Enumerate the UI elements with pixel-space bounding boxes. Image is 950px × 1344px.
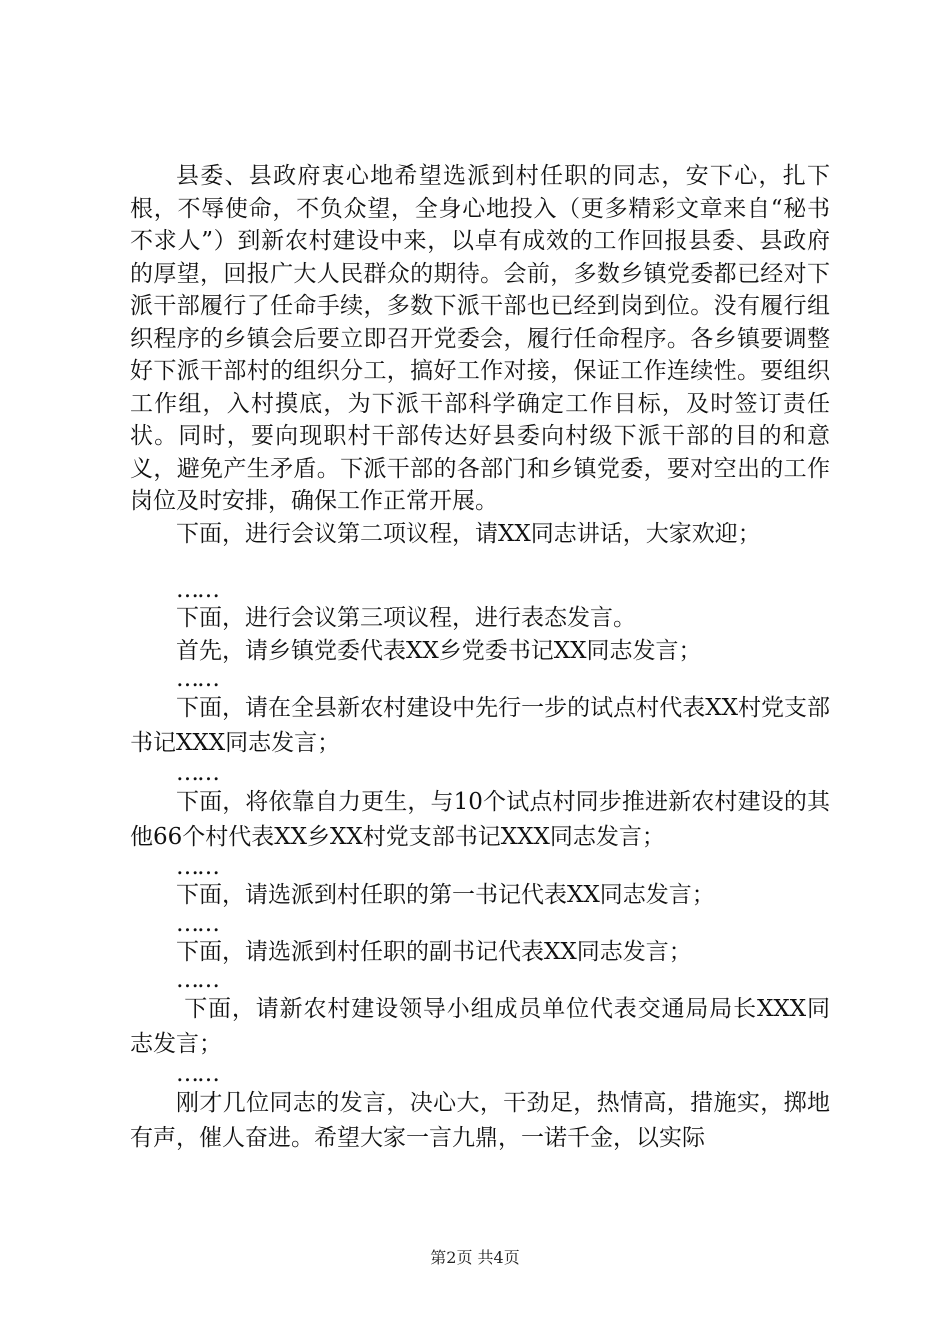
ellipsis: ……: [176, 910, 218, 937]
spacer: [130, 550, 830, 578]
ellipsis: ……: [176, 760, 218, 786]
ellipsis: ……: [176, 666, 218, 692]
paragraph-speaker-other-villages: 下面，将依靠自力更生，与10个试点村同步推进新农村建设的其他66个村代表XX乡XX村党支部书记XXX同志发言；: [130, 789, 830, 850]
paragraph-agenda-three: 下面，进行会议第三项议程，进行表态发言。: [176, 605, 636, 631]
paragraph-speaker-pilot-village: 下面，请在全县新农村建设中先行一步的试点村代表XX村党支部书记XXX同志发言；: [130, 695, 830, 756]
paragraph-speaker-first-secretary: 下面，请选派到村任职的第一书记代表XX同志发言；: [176, 882, 715, 908]
ellipsis: ……: [176, 854, 218, 880]
ellipsis: ……: [176, 967, 218, 993]
ellipsis: ……: [176, 577, 218, 603]
paragraph-speaker-transport-bureau: 下面，请新农村建设领导小组成员单位代表交通局局长XXX同志发言；: [130, 996, 831, 1057]
page-footer: 第2页 共4页: [430, 1248, 520, 1267]
paragraph-agenda-two: 下面，进行会议第二项议程，请XX同志讲话，大家欢迎；: [176, 520, 761, 547]
ellipsis: ……: [176, 1061, 218, 1087]
paragraph-intro: 县委、县政府衷心地希望选派到村任职的同志，安下心，扎下根，不辱使命，不负众望，全身心地投入（更多精彩文章来自“秘书不求人”）到新农村建设中来，以卓有成效的工作回报县委、县政府的厚望，回报广大人民群众的期待。会前，多数乡镇党委都已经对下派干部履行了任命手续，多数下派干部也已经到岗到位。没有履行组织程序的乡镇会后要立即召开党委会，履行任命程序。各乡镇要调整好下派干部村的组织分工，搞好工作对接，保证工作连续性。要组织工作组，入村摸底，为下派干部科学确定工作目标，及时签订责任状。同时，要向现职村干部传达好县委向村级下派干部的目的和意义，避免产生矛盾。下派干部的各部门和乡镇党委，要对空出的工作岗位及时安排，确保工作正常开展。: [130, 163, 830, 514]
paragraph-speaker-deputy-secretary: 下面，请选派到村任职的副书记代表XX同志发言；: [176, 938, 692, 965]
paragraph-speaker-township: 首先，请乡镇党委代表XX乡党委书记XX同志发言；: [176, 637, 702, 664]
paragraph-closing: 刚才几位同志的发言，决心大，干劲足，热情高，措施实，掷地有声，催人奋进。希望大家一言九鼎，一诺千金，以实际: [130, 1090, 830, 1151]
document-body: [130, 160, 830, 1156]
